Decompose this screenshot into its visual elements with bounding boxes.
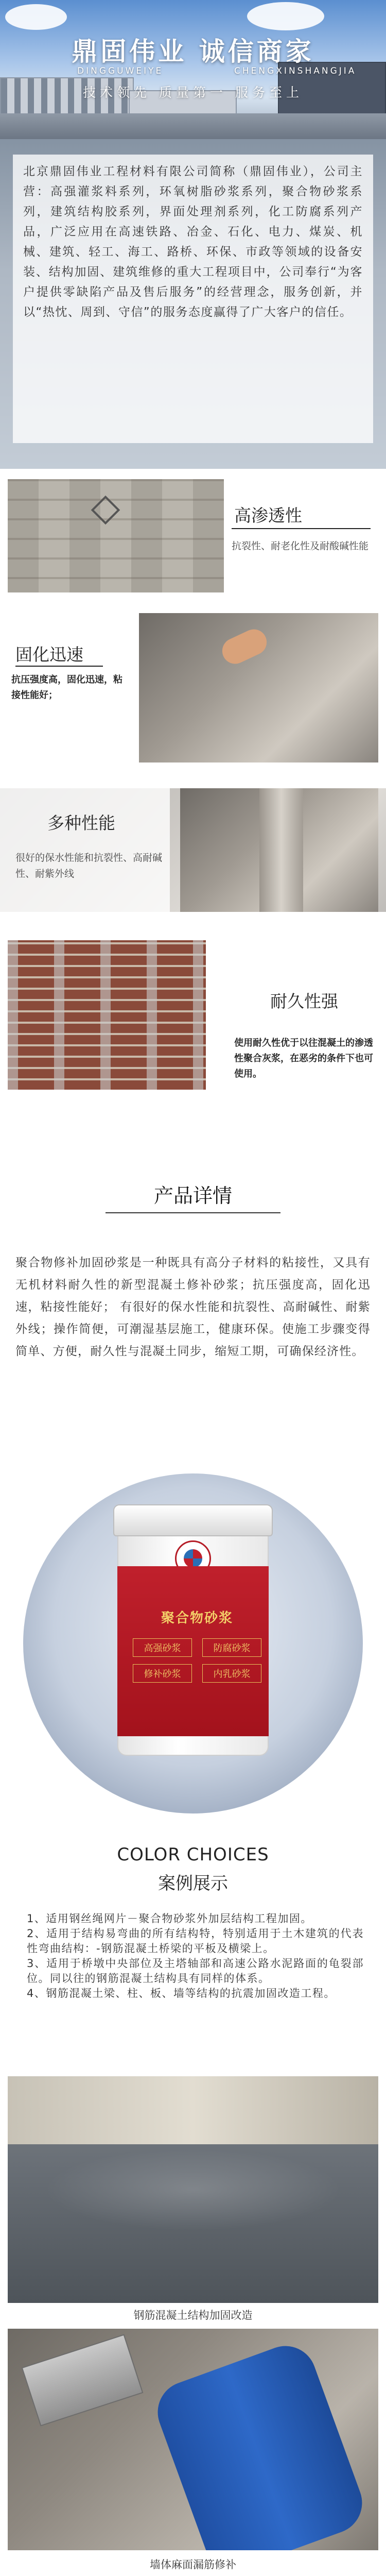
feature-title-4: 耐久性强 bbox=[270, 991, 338, 1011]
banner-pinyin-right: CHENGXINSHANGJIA bbox=[234, 66, 357, 76]
list-item: 4、钢筋混凝土梁、柱、板、墙等结构的抗震加固改造工程。 bbox=[27, 1987, 336, 1999]
sleeve-graphic bbox=[149, 2337, 371, 2550]
feature-divider-2 bbox=[15, 666, 103, 667]
feature-photo-brick bbox=[8, 940, 206, 1090]
details-title-underline bbox=[106, 1212, 280, 1213]
header-banner bbox=[0, 0, 386, 139]
banner-pinyin-left: DINGGUWEIYE bbox=[77, 66, 164, 76]
banner-title: 鼎固伟业 诚信商家 bbox=[72, 36, 314, 66]
road-graphic bbox=[0, 113, 386, 139]
feature-desc-3: 很好的保水性能和抗裂性、高耐碱性、耐紫外线 bbox=[15, 852, 163, 879]
color-choices-heading: COLOR CHOICES bbox=[117, 1844, 269, 1865]
bucket-lid bbox=[113, 1504, 273, 1536]
case-caption-1: 钢筋混凝土结构加固改造 bbox=[133, 2309, 253, 2321]
intro-text: 北京鼎固伟业工程材料有限公司简称（鼎固伟业），公司主营：高强灌浆料系列，环氧树脂砂浆系列，聚合物砂浆系列，建筑结构胶系列，界面处理剂系列，化工防腐系列产品，广泛应用在高速铁路、冶金、石化、电力、煤炭、机械、建筑、轻工、海工、路桥、环保、市政等领域的设备安装、结构加固、建筑维修的重大工程项目中，公司奉行“为客户提供零缺陷产品及售后服务”的经营理念，服务创新，并以“热忱、周到、守信”的服务态度赢得了广大客户的信任。 bbox=[23, 165, 363, 319]
feature-desc-2: 抗压强度高，固化迅速，粘接性能好； bbox=[11, 674, 122, 701]
bucket-tag: 高强砂浆 bbox=[133, 1638, 192, 1657]
cloud-graphic bbox=[5, 4, 67, 30]
company-intro-section bbox=[0, 139, 386, 469]
case-photo-floor bbox=[8, 2076, 378, 2303]
trowel-graphic bbox=[22, 2334, 144, 2426]
details-text: 聚合物修补加固砂浆是一种既具有高分子材料的粘接性，又具有无机材料耐久性的新型混凝土修补砂浆；抗压强度高，固化迅速，粘接性能好； 有很好的保水性能和抗裂性、高耐碱性、耐紫外线；操作简便，可潮湿基层施工，健康环保。使施工步骤变得简单、方便，耐久性与混凝土同步，缩短工期，可确保经济性。 bbox=[15, 1256, 371, 1358]
rebar-graphic bbox=[8, 940, 206, 1090]
case-list bbox=[27, 1911, 364, 2001]
list-item: 2、适用于结构易弯曲的所有结构特，特别适用于土木建筑的代表性弯曲结构：-钢筋混凝土桥梁的平板及横梁上。 bbox=[27, 1927, 364, 1955]
feature-divider-1 bbox=[232, 528, 371, 529]
bucket-tag: 修补砂浆 bbox=[133, 1664, 192, 1683]
hand-graphic bbox=[218, 625, 271, 668]
list-item: 3、适用于桥墩中央部位及主塔轴部和高速公路水泥路面的龟裂部位。同以往的钢筋混凝土结构具有同样的体系。 bbox=[27, 1957, 364, 1985]
crack-mark-graphic bbox=[91, 496, 120, 525]
list-item: 1、适用钢丝绳网片－聚合物砂浆外加层结构工程加固。 bbox=[27, 1912, 312, 1925]
feature-photo-plaster bbox=[139, 613, 378, 762]
cloud-graphic bbox=[247, 2, 324, 30]
feature-photo-wall bbox=[8, 479, 224, 592]
feature-title-3: 多种性能 bbox=[47, 813, 115, 833]
product-bucket bbox=[113, 1504, 273, 1752]
bucket-tag-grid bbox=[133, 1638, 261, 1683]
product-image bbox=[23, 1473, 363, 1814]
feature-title-2: 固化迅速 bbox=[15, 645, 83, 665]
feature-desc-4: 使用耐久性优于以往混凝土的渗透性聚合灰浆，在恶劣的条件下也可使用。 bbox=[234, 1038, 373, 1079]
details-title: 产品详情 bbox=[153, 1184, 232, 1207]
feature-photo-pillar bbox=[180, 788, 378, 912]
bucket-label bbox=[117, 1566, 269, 1736]
banner-subtitle: 技术领先 质量第一 服务至上 bbox=[83, 85, 303, 100]
case-photo-trowel bbox=[8, 2329, 378, 2550]
case-caption-2: 墙体麻面漏筋修补 bbox=[150, 2558, 236, 2571]
feature-title-1: 高渗透性 bbox=[234, 505, 302, 526]
cases-title: 案例展示 bbox=[158, 1873, 228, 1894]
feature-desc-1: 抗裂性、耐老化性及耐酸碱性能 bbox=[232, 540, 369, 552]
bucket-product-name: 聚合物砂浆 bbox=[161, 1611, 233, 1626]
bucket-tag: 内乳砂浆 bbox=[202, 1664, 261, 1683]
bucket-tag: 防腐砂浆 bbox=[202, 1638, 261, 1657]
